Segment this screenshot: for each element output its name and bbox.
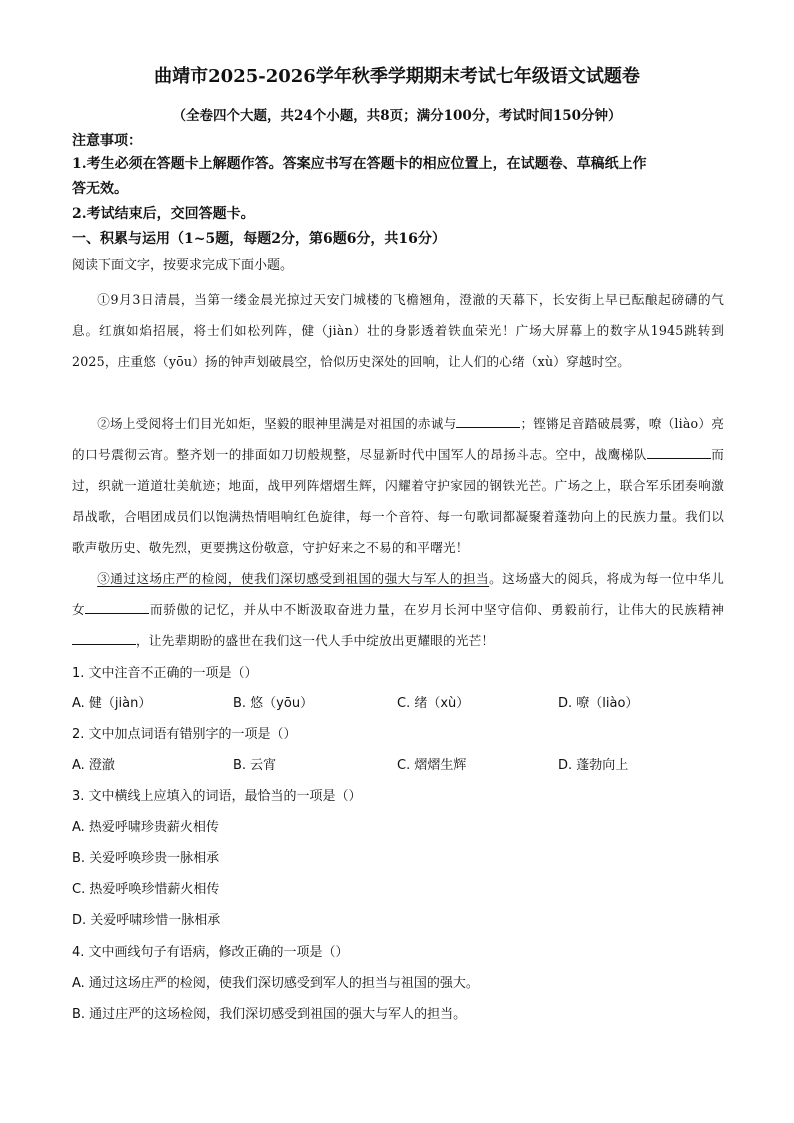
notice-item-2: 2.考试结束后，交回答题卡。 xyxy=(72,206,255,222)
underlined-sentence: ③通过这场庄严的检阅，使我们深切感受到祖国的强大与军人的担当 xyxy=(97,571,490,586)
question-3-option-c: C. 热爱呼唤珍惜薪火相传 xyxy=(72,882,220,897)
passage-p3-text-b: 而骄傲的记忆，并从中不断汲取奋进力量，在岁月长河中坚守信仰、勇毅前行，让伟大的民族精神 xyxy=(149,602,724,617)
question-3-option-b: B. 关爱呼唤珍贵一脉相承 xyxy=(72,851,220,866)
section-1-instruction: 阅读下面文字，按要求完成下面小题。 xyxy=(72,258,294,273)
question-3-option-a: A. 热爱呼啸珍贵薪火相传 xyxy=(72,820,219,835)
question-3-option-d: D. 关爱呼啸珍惜一脉相承 xyxy=(72,913,221,928)
question-4-stem: 4. 文中画线句子有语病，修改正确的一项是（） xyxy=(72,945,349,960)
section-1-heading: 一、积累与运用（1~5题，每题2分，第6题6分，共16分） xyxy=(72,231,446,247)
passage-paragraph-1: ①9月3日清晨，当第一缕金晨光掠过天安门城楼的飞檐翘角，澄澈的天幕下，长安街上早已酝酿起磅礴的气息。红旗如焰招展，将士们如松列阵，健（jiàn）壮的身影透着铁血荣光！广场大屏幕上的数字从1945跳转到2025，庄重悠（yōu）扬的钟声划破晨空，恰似历史深处的回响，让人们的心绪（xù）穿越时空。 xyxy=(72,292,724,369)
passage-p2-text-a: ②场上受阅将士们目光如炬，坚毅的眼神里满是对祖国的赤诚与 xyxy=(97,416,457,431)
question-2-option-c: C. 熠熠生辉 xyxy=(397,758,467,773)
question-4-option-a: A. 通过这场庄严的检阅，使我们深切感受到军人的担当与祖国的强大。 xyxy=(72,976,479,991)
passage-paragraph-3 xyxy=(72,563,724,656)
notice-item-1-line-1: 1.考生必须在答题卡上解题作答。答案应书写在答题卡的相应位置上，在试题卷、草稿纸上作 xyxy=(72,156,647,172)
passage-paragraph-2 xyxy=(72,408,724,563)
passage-p2-text-b: ；铿锵足音踏破晨雾，嘹（liào）亮的口号震彻云宵。整齐划一的排面如刀切般规整，尽显新时代中国军人的昂扬斗志。空中，战鹰梯队 xyxy=(72,416,725,462)
passage-p3-text-a: 。这场盛大的阅兵，将成为每一位中华儿女 xyxy=(72,571,724,617)
question-4-option-b: B. 通过庄严的这场检阅，我们深切感受到祖国的强大与军人的担当。 xyxy=(72,1007,467,1022)
page-title: 曲靖市2025-2026学年秋季学期期末考试七年级语文试题卷 xyxy=(154,66,640,87)
question-2-option-d: D. 蓬勃向上 xyxy=(558,758,629,773)
passage-p3-text-c: ，让先辈期盼的盛世在我们这一代人手中绽放出更耀眼的光芒！ xyxy=(136,633,495,648)
question-1-option-d: D. 嘹（liào） xyxy=(558,696,639,711)
question-1-option-c: C. 绪（xù） xyxy=(397,696,470,711)
exam-info-subtitle: （全卷四个大题，共24个小题，共8页；满分100分，考试时间150分钟） xyxy=(172,108,622,124)
passage-p2-text-c: 而过，织就一道道壮美航迹；地面，战甲列阵熠熠生辉，闪耀着守护家园的钢铁光芒。广场之上，联合军乐团奏响激昂战歌，合唱团成员们以饱满热情唱响红色旋律，每一个音符、每一句歌词都凝聚着蓬勃向上的民族力量。我们以歌声敬历史、敬先烈，更要携这份敬意，守护好来之不易的和平曙光！ xyxy=(72,447,724,555)
fill-blank-2 xyxy=(647,446,711,459)
question-2-stem: 2. 文中加点词语有错别字的一项是（） xyxy=(72,727,297,742)
question-1-stem: 1. 文中注音不正确的一项是（） xyxy=(72,666,258,681)
question-2-option-a: A. 澄澈 xyxy=(72,758,115,773)
notice-heading: 注意事项： xyxy=(72,133,142,149)
question-1-option-a: A. 健（jiàn） xyxy=(72,696,152,711)
fill-blank-3 xyxy=(85,601,149,614)
question-2-option-b: B. 云宵 xyxy=(233,758,277,773)
notice-item-1-line-2: 答无效。 xyxy=(72,181,128,197)
fill-blank-4 xyxy=(72,632,136,645)
fill-blank-1 xyxy=(456,415,520,428)
question-1-option-b: B. 悠（yōu） xyxy=(233,696,314,711)
question-3-stem: 3. 文中横线上应填入的词语，最恰当的一项是（） xyxy=(72,789,362,804)
